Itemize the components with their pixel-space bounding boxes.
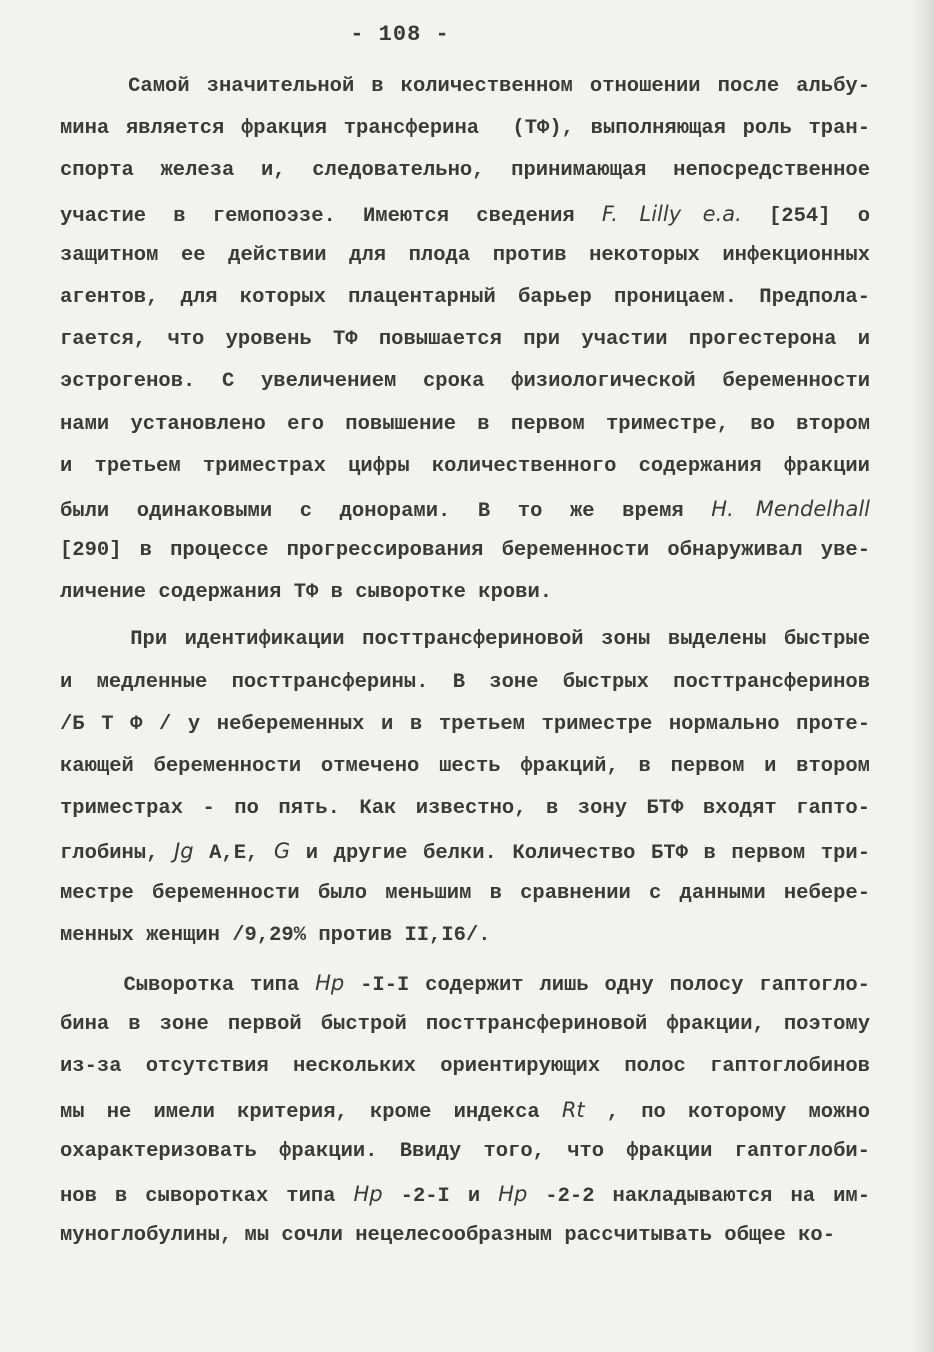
text-line bbox=[60, 873, 870, 915]
text-line bbox=[60, 1131, 870, 1173]
text-segment: мы не имели критерия, кроме индекса bbox=[60, 1100, 562, 1124]
text-segment: из-за отсутствия нескольких ориентирующих полос гаптоглобинов bbox=[60, 1055, 870, 1079]
text-segment: A,E, bbox=[193, 842, 274, 866]
handwritten-insert: G bbox=[273, 839, 291, 864]
handwritten-insert: Hp bbox=[498, 1181, 528, 1206]
text-line bbox=[60, 530, 870, 572]
text-segment: и третьем триместрах цифры количественного содержания фракции bbox=[60, 454, 870, 478]
text-line bbox=[60, 1215, 870, 1257]
handwritten-insert: F. Lilly e.a. bbox=[601, 201, 742, 226]
text-line bbox=[60, 1004, 870, 1046]
text-segment: -2-I и bbox=[382, 1184, 499, 1208]
text-line bbox=[60, 488, 870, 530]
text-segment: были одинаковыми с донорами. В то же время bbox=[60, 499, 712, 523]
text-segment: муноглобулины, мы сочли нецелесообразным рассчитывать общее ко- bbox=[60, 1224, 836, 1248]
text-segment: бина в зоне первой быстрой посттрансфериновой фракции, поэтому bbox=[60, 1013, 870, 1037]
text-line bbox=[60, 662, 870, 704]
text-segment: глобины, bbox=[60, 842, 174, 866]
text-line bbox=[60, 788, 870, 830]
text-segment: местре беременности было меньшим в сравнении с данными небере- bbox=[60, 881, 870, 905]
handwritten-insert: H. Mendelhall bbox=[711, 496, 870, 521]
text-segment: Самой значительной в количественном отношении после альбу- bbox=[60, 75, 870, 98]
text-segment: и другие белки. Количество БТФ в первом три- bbox=[290, 842, 871, 866]
text-line bbox=[60, 277, 870, 319]
text-segment: [254] о bbox=[741, 204, 871, 228]
text-segment: нов в сыворотках типа bbox=[60, 1184, 354, 1208]
handwritten-insert: Hp bbox=[315, 970, 345, 995]
text-segment: кающей беременности отмечено шесть фракций, в первом и втором bbox=[60, 755, 870, 778]
text-segment: охарактеризовать фракции. Ввиду того, что фракции гаптоглоби- bbox=[60, 1139, 870, 1163]
text-line bbox=[60, 915, 870, 957]
text-segment: и медленные посттрансферины. В зоне быстрых посттрансферинов bbox=[60, 670, 870, 694]
text-line bbox=[60, 1173, 870, 1215]
text-segment: нами установлено его повышение в первом триместре, во втором bbox=[60, 412, 870, 436]
handwritten-insert: Jg bbox=[174, 839, 194, 864]
text-segment: /Б Т Ф / у небеременных и в третьем триместре нормально проте- bbox=[60, 712, 870, 736]
text-segment: При идентификации посттрансфериновой зоны выделены быстрые bbox=[60, 628, 870, 652]
text-segment: , по которому можно bbox=[584, 1100, 870, 1124]
page-edge-shadow bbox=[912, 0, 934, 1352]
text-segment: менных женщин /9,29% против II,I6/. bbox=[60, 923, 491, 947]
text-line bbox=[60, 572, 870, 614]
text-segment: агентов, для которых плацентарный барьер проницаем. Предпола- bbox=[60, 285, 870, 309]
text-line bbox=[60, 1089, 870, 1131]
text-segment: -I-I содержит лишь одну полосу гаптогло- bbox=[344, 973, 870, 997]
text-line bbox=[60, 830, 870, 872]
text-line bbox=[60, 746, 870, 788]
text-line bbox=[60, 108, 870, 150]
text-line bbox=[60, 619, 870, 661]
text-segment: личение содержания ТФ в сыворотке крови. bbox=[60, 581, 553, 605]
text-segment: Сыворотка типа bbox=[60, 973, 316, 997]
page-number: - 108 - bbox=[350, 22, 450, 47]
text-line bbox=[60, 962, 870, 1004]
text-line bbox=[60, 319, 870, 361]
text-line bbox=[60, 361, 870, 403]
text-segment: триместрах - по пять. Как известно, в зону БТФ входят гапто- bbox=[60, 797, 870, 821]
text-line bbox=[60, 446, 870, 488]
text-segment: мина является фракция трансферина (ТФ), выполняющая роль тран- bbox=[60, 117, 870, 141]
text-segment: спорта железа и, следовательно, принимающая непосредственное bbox=[60, 159, 870, 183]
text-line bbox=[60, 150, 870, 192]
text-line bbox=[60, 235, 870, 277]
text-line bbox=[60, 193, 870, 235]
text-line bbox=[60, 1046, 870, 1088]
text-line bbox=[60, 66, 870, 108]
text-segment: защитном ее действии для плода против некоторых инфекционных bbox=[60, 243, 870, 267]
text-line bbox=[60, 704, 870, 746]
body-text bbox=[60, 66, 870, 1257]
text-segment: гается, что уровень ТФ повышается при участии прогестерона и bbox=[60, 328, 870, 352]
handwritten-insert: Hp bbox=[353, 1181, 383, 1206]
text-segment: [290] в процессе прогрессирования беременности обнаруживал уве- bbox=[60, 539, 870, 563]
text-segment: участие в гемопоэзе. Имеются сведения bbox=[60, 204, 602, 228]
text-line bbox=[60, 404, 870, 446]
handwritten-insert: Rt bbox=[561, 1097, 585, 1122]
text-segment: -2-2 накладываются на им- bbox=[527, 1184, 870, 1208]
text-segment: эстрогенов. С увеличением срока физиологической беременности bbox=[60, 370, 870, 394]
